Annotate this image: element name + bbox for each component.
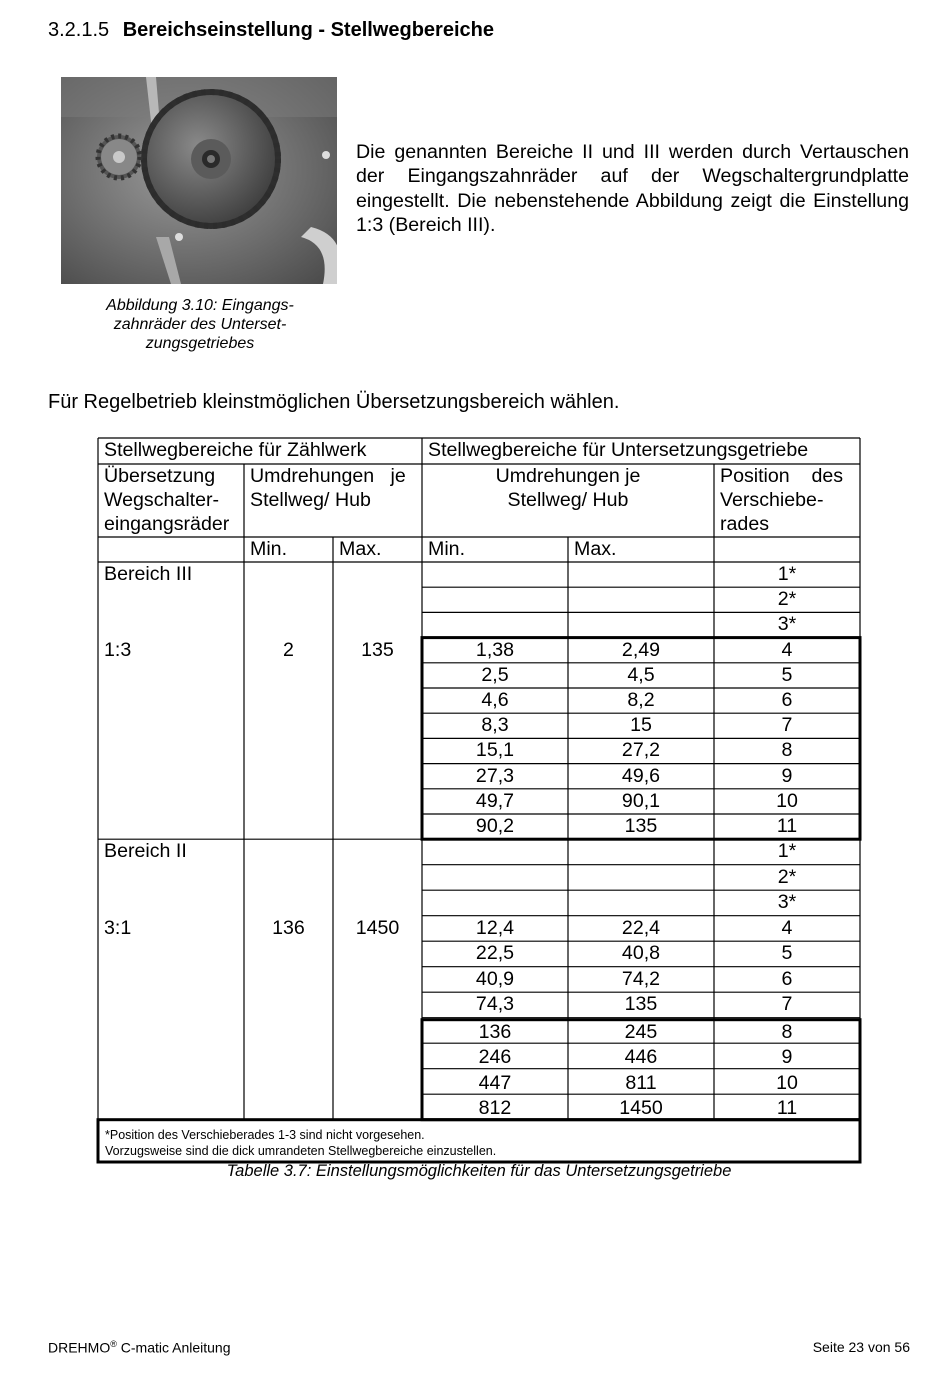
gearbox-max: 245 — [624, 1020, 658, 1043]
gearbox-max: 90,1 — [621, 789, 661, 812]
wheel-position: 6 — [781, 689, 793, 711]
gearbox-max: 27,2 — [621, 739, 661, 762]
gearbox-min: 1,38 — [475, 638, 515, 661]
wheel-position: 5 — [781, 942, 793, 965]
wheel-position: 11 — [776, 1097, 798, 1120]
table-caption: Tabelle 3.7: Einstellungsmöglichkeiten für das Untersetzungsgetriebe — [226, 1162, 732, 1180]
gearbox-max: 135 — [624, 815, 658, 837]
wheel-position: 5 — [781, 663, 793, 686]
wheel-position: 4 — [781, 916, 793, 939]
wheel-position: 3* — [777, 613, 797, 636]
gearbox-min: 15,1 — [475, 739, 515, 762]
brand-suffix: C-matic Anleitung — [116, 1339, 231, 1356]
gearbox-min: 246 — [478, 1046, 512, 1069]
wheel-position: 2* — [777, 588, 797, 611]
caption-line: Abbildung 3.10: Eingangs- — [106, 297, 294, 314]
header-ratio: eingangsräder — [104, 513, 230, 535]
gearbox-min: 136 — [478, 1020, 512, 1043]
header-revolutions: Umdrehungen je — [250, 465, 406, 487]
gearbox-max: 22,4 — [621, 916, 661, 939]
max-label: Max. — [339, 538, 382, 560]
counter-max: 1450 — [355, 916, 400, 939]
wheel-position: 8 — [781, 739, 793, 762]
header-revolutions: Stellweg/ Hub — [250, 489, 371, 511]
brand-name: DREHMO — [48, 1339, 111, 1356]
wheel-position: 7 — [781, 993, 793, 1016]
gearbox-min: 90,2 — [475, 815, 515, 837]
table-footnotes — [105, 1127, 496, 1159]
header-ratio: Wegschalter- — [104, 489, 220, 511]
wheel-position: 4 — [781, 638, 793, 661]
counter-min: 2 — [283, 638, 294, 661]
caption-line: zahnräder des Unterset- — [113, 316, 287, 333]
gearbox-max: 40,8 — [621, 942, 661, 965]
registered-mark: ® — [110, 1339, 117, 1349]
wheel-position: 8 — [781, 1020, 793, 1043]
wheel-position: 1* — [777, 840, 797, 863]
header-position: Verschiebe- — [720, 489, 824, 511]
gearbox-min: 74,3 — [475, 993, 515, 1016]
gearbox-min: 8,3 — [481, 714, 509, 737]
wheel-position: 6 — [781, 967, 793, 990]
gearbox-max: 446 — [624, 1046, 658, 1069]
section-title: Bereichseinstellung - Stellwegbereiche — [122, 19, 494, 41]
gearbox-max: 1450 — [619, 1097, 663, 1120]
gearbox-min: 447 — [478, 1071, 512, 1094]
header-revolutions-gearbox: Stellweg/ Hub — [507, 489, 629, 511]
footnote-line: Vorzugsweise sind die dick umrandeten Stellwegbereiche einzustellen. — [105, 1144, 497, 1158]
header-ratio: Übersetzung — [104, 465, 216, 487]
wheel-position: 1* — [777, 563, 797, 585]
wheel-position: 10 — [776, 1071, 798, 1094]
gearbox-min: 812 — [478, 1097, 512, 1120]
gearbox-min: 27,3 — [475, 764, 515, 787]
gearbox-max: 74,2 — [621, 967, 661, 990]
gearbox-max: 2,49 — [621, 638, 661, 661]
wheel-position: 7 — [781, 714, 793, 737]
range-label: Bereich III — [104, 563, 193, 585]
header-revolutions-gearbox: Umdrehungen je — [495, 465, 641, 487]
gearbox-max: 4,5 — [627, 663, 655, 686]
gearbox-min: 2,5 — [481, 663, 509, 686]
counter-max: 135 — [361, 638, 394, 661]
caption-line: zungsgetriebes — [145, 335, 255, 352]
gearbox-max: 15 — [630, 714, 652, 737]
gearbox-max: 135 — [624, 993, 658, 1016]
section-number: 3.2.1.5 — [48, 19, 110, 41]
wheel-position: 10 — [776, 789, 798, 812]
page-number: Seite 23 von 56 — [812, 1339, 910, 1355]
counter-min: 136 — [272, 916, 305, 939]
group-header-counter: Stellwegbereiche für Zählwerk — [104, 439, 367, 461]
min-label: Min. — [250, 538, 288, 560]
gearbox-max: 49,6 — [621, 764, 661, 787]
range-ratio: 1:3 — [104, 638, 132, 661]
wheel-position: 9 — [781, 764, 793, 787]
header-position: Position des — [720, 465, 844, 487]
instruction-text: Für Regelbetrieb kleinstmöglichen Übersetzungsbereich wählen. — [48, 391, 620, 413]
min-label: Min. — [428, 538, 466, 560]
header-position: rades — [720, 513, 770, 535]
range-label: Bereich II — [104, 840, 187, 863]
gearbox-min: 49,7 — [475, 789, 515, 812]
gearbox-min: 4,6 — [481, 689, 509, 711]
wheel-position: 11 — [776, 815, 798, 837]
wheel-position: 2* — [777, 865, 797, 888]
wheel-position: 3* — [777, 891, 797, 914]
gearbox-max: 811 — [625, 1071, 657, 1094]
group-header-gearbox: Stellwegbereiche für Untersetzungsgetriebe — [428, 439, 809, 461]
gearbox-min: 22,5 — [475, 942, 515, 965]
wheel-position: 9 — [781, 1046, 793, 1069]
gearbox-min: 40,9 — [475, 967, 515, 990]
intro-paragraph: Die genannten Bereiche II und III werden durch Vertauschen der Eingangszahnräder auf der Wegschaltergrundplatte eingestellt. Die nebenstehende Abbildung zeigt die Einstellung 1:3 (Bereich III). — [356, 141, 909, 236]
max-label: Max. — [574, 538, 617, 560]
range-ratio: 3:1 — [104, 916, 132, 939]
gearbox-min: 12,4 — [475, 916, 515, 939]
footer-brand — [48, 1339, 230, 1356]
footnote-line: *Position des Verschieberades 1-3 sind nicht vorgesehen. — [105, 1128, 425, 1142]
gearbox-max: 8,2 — [627, 689, 655, 711]
